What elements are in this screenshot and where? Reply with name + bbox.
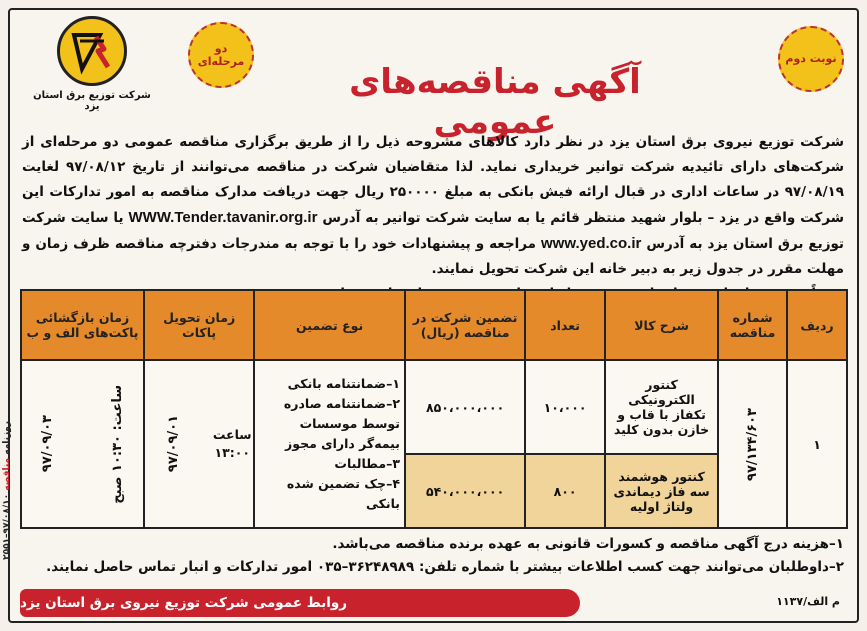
col-header-item: شرح کالا	[605, 290, 718, 360]
two-stage-badge: دو مرحله‌ای	[188, 22, 254, 88]
company-name: شرکت توزیع نیروی برق استان یزد	[609, 134, 845, 150]
item-desc-2: کنتور هوشمند سه فاز دیماندی ولتاژ اولیه	[605, 454, 718, 528]
opening-hour: ساعت: ۱۰:۳۰ صبح	[109, 384, 125, 504]
logo-caption: شرکت توزیع برق استان یزد	[33, 90, 151, 112]
opening-cell	[21, 360, 144, 528]
col-header-tender-no: شماره مناقصه	[718, 290, 787, 360]
newspaper-side-label: روزنامه مناقصه‌ ۹۷/۰۸/۱۰–۲۵۵۱	[2, 420, 12, 560]
guarantee-line: ۴–چک تضمین شده بانکی	[286, 476, 400, 511]
tender-number-cell	[718, 360, 787, 528]
tavanir-url-link[interactable]: WWW.Tender.tavanir.org.ir	[128, 209, 318, 226]
item-qty-1: ۱۰،۰۰۰	[525, 360, 605, 454]
intro-text-3: مراجعه و پیشنهادات خود را با توجه به مندرجات دفترچه مناقصه ظرف زمان و مهلت مقرر در جدول زیر به دبیر خانه این شرکت تحویل نمایند.	[22, 236, 844, 277]
col-header-opening: زمان بازگشائی پاکت‌های الف و ب	[21, 290, 144, 360]
footnote-2: ۲–داوطلبان می‌توانند جهت کسب اطلاعات بیشتر با شماره تلفن: ۳۶۲۴۸۹۸۹–۰۳۵ امور تدارکات و انبار تماس حاصل نمایند.	[46, 559, 844, 575]
col-header-guarantee-type: نوع تضمین	[254, 290, 405, 360]
row-number: ۱	[787, 360, 847, 528]
second-round-badge: نوبت دوم	[778, 26, 844, 92]
intro-paragraph	[22, 130, 844, 307]
company-logo	[32, 14, 152, 124]
lightning-logo-icon	[57, 16, 127, 86]
footnote-1: ۱–هزینه درج آگهی مناقصه و کسورات قانونی به عهده برنده مناقصه می‌باشد.	[332, 536, 844, 552]
yed-url-link[interactable]: www.yed.co.ir	[541, 235, 642, 252]
item-qty-2: ۸۰۰	[525, 454, 605, 528]
delivery-cell	[144, 360, 254, 528]
delivery-hour: ساعت ۱۳:۰۰	[212, 427, 252, 460]
intro-text-1: در نظر دارد کالاهای مشروحه ذیل را از طریق برگزاری مناقصه عمومی دو مرحله‌ای از شرکت‌های دارای تائیدیه شرکت توانیر خریداری نماید. لذا متقاضیان شرکت در مناقصه می‌توانند از تاریخ ۹۷/۰۸/۱۲ لغایت ۹۷/۰۸/۱۹ در ساعات اداری در قبال ارائه فیش بانکی به مبلغ ۲۵۰۰۰۰ ریال جهت دریافت مدارک مناقصه به امور تدارکات این شرکت واقع در یزد – بلوار شهید منتظر قائم یا به سایت شرکت توانیر به آدرس	[22, 134, 844, 226]
guarantee-line: ۳–مطالبات	[334, 456, 400, 471]
footnotes	[22, 533, 844, 579]
guarantee-line: ۱–ضمانتنامه بانکی	[287, 376, 400, 391]
item-deposit-2: ۵۴۰،۰۰۰،۰۰۰	[405, 454, 525, 528]
tender-table	[20, 289, 848, 529]
col-header-qty: تعداد	[525, 290, 605, 360]
intro-text-2: یا سایت شرکت توزیع برق استان یزد به آدرس	[22, 210, 844, 252]
tender-number: ۹۷/۱۳۴/۶۰۳	[745, 407, 761, 481]
col-header-delivery: زمان تحویل پاکات	[144, 290, 254, 360]
table-header-row	[21, 290, 847, 360]
item-deposit-1: ۸۵۰،۰۰۰،۰۰۰	[405, 360, 525, 454]
guarantee-line: ۲–ضمانتنامه صادره توسط موسسات بیمه‌گر دارای مجوز	[283, 396, 400, 451]
table-row	[21, 360, 847, 454]
page-title: آگهی مناقصه‌های عمومی	[349, 62, 641, 142]
opening-date: ۹۷/۰۹/۰۳	[40, 415, 56, 473]
ad-code: م الف/۱۱۳۷	[776, 595, 840, 608]
guarantee-types	[254, 360, 405, 528]
col-header-row: ردیف	[787, 290, 847, 360]
delivery-date: ۹۷/۰۹/۰۱	[165, 415, 181, 473]
col-header-deposit: تضمین شرکت در مناقصه (ریال)	[405, 290, 525, 360]
public-relations-footer: روابط عمومی شرکت توزیع نیروی برق استان یزد	[20, 589, 580, 617]
item-desc-1: کنتور الکترونیکی تکفاز با قاب و خازن بدون کلید	[605, 360, 718, 454]
